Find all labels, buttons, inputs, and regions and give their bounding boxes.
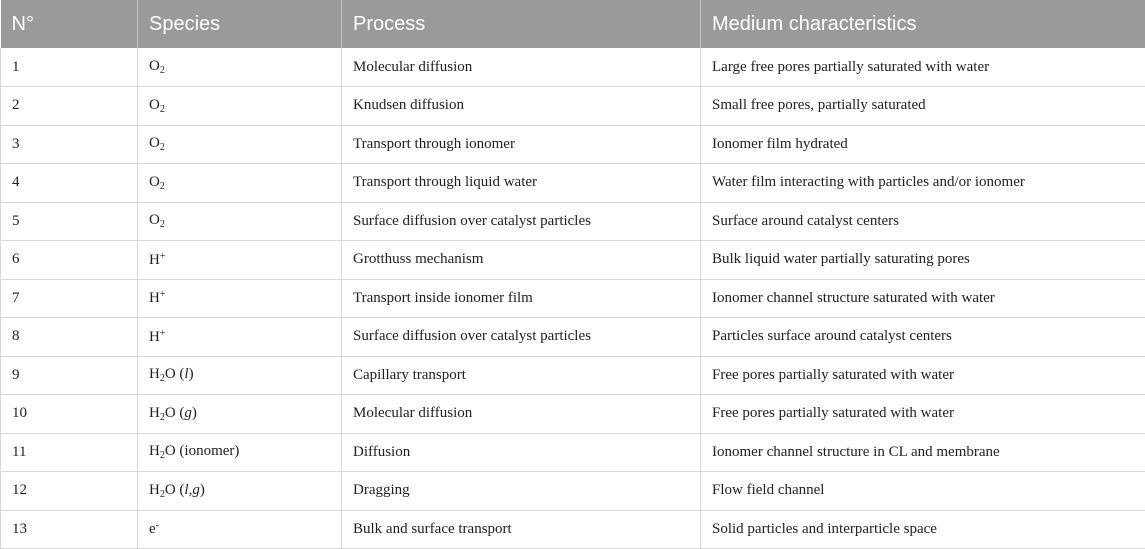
- table-row: [1, 279, 1145, 318]
- table-row: [1, 202, 1145, 241]
- cell-medium: Ionomer channel structure in CL and membrane: [701, 433, 1145, 472]
- species-part: 2: [159, 142, 165, 154]
- cell-process: Surface diffusion over catalyst particles: [342, 318, 701, 357]
- header-row: [1, 0, 1145, 48]
- cell-process: Molecular diffusion: [342, 48, 701, 87]
- cell-medium: Surface around catalyst centers: [701, 202, 1145, 241]
- cell-number: 1: [1, 48, 138, 87]
- species-part: -: [155, 520, 160, 532]
- species-part: ): [199, 481, 205, 498]
- cell-species: [138, 241, 342, 280]
- cell-species: [138, 356, 342, 395]
- cell-species: [138, 125, 342, 164]
- species-part: O: [149, 58, 160, 74]
- table-row: [1, 164, 1145, 203]
- cell-species: [138, 395, 342, 434]
- species-part: O: [149, 212, 160, 229]
- species-part: 2: [159, 219, 165, 231]
- species-part: +: [159, 327, 166, 339]
- table-row: [1, 356, 1145, 395]
- table-header: [1, 0, 1145, 48]
- species-part: H: [149, 251, 160, 268]
- species-part: 2: [159, 488, 165, 500]
- species-part: ): [188, 366, 194, 383]
- cell-process: Bulk and surface transport: [342, 510, 701, 549]
- species-part: 2: [159, 180, 165, 192]
- species-part: e: [149, 521, 156, 538]
- cell-medium: Bulk liquid water partially saturating pores: [701, 241, 1145, 280]
- cell-number: 12: [1, 472, 138, 511]
- cell-process: Diffusion: [342, 433, 701, 472]
- table-row: [1, 48, 1145, 87]
- cell-number: 3: [1, 125, 138, 164]
- cell-species: [138, 87, 342, 126]
- species-part: H: [149, 328, 160, 345]
- cell-process: Transport inside ionomer film: [342, 279, 701, 318]
- cell-medium: Solid particles and interparticle space: [701, 510, 1145, 549]
- species-part: 2: [159, 450, 165, 462]
- cell-process: Surface diffusion over catalyst particles: [342, 202, 701, 241]
- cell-species: [138, 164, 342, 203]
- cell-number: 9: [1, 356, 138, 395]
- cell-species: [138, 433, 342, 472]
- species-part: ): [191, 404, 197, 421]
- cell-process: Grotthuss mechanism: [342, 241, 701, 280]
- species-part: +: [159, 289, 166, 301]
- table-row: [1, 87, 1145, 126]
- species-part: 2: [159, 373, 165, 385]
- cell-medium: Water film interacting with particles and/or ionomer: [701, 164, 1145, 203]
- species-part: H: [149, 404, 160, 421]
- cell-species: [138, 472, 342, 511]
- species-part: O: [149, 135, 160, 152]
- species-part: O (: [164, 366, 185, 383]
- species-part: H: [149, 443, 160, 460]
- cell-number: 2: [1, 87, 138, 126]
- header-process: Process: [342, 0, 701, 48]
- cell-medium: Particles surface around catalyst centers: [701, 318, 1145, 357]
- cell-medium: Flow field channel: [701, 472, 1145, 511]
- cell-medium: Ionomer film hydrated: [701, 125, 1145, 164]
- cell-species: [138, 279, 342, 318]
- cell-medium: Free pores partially saturated with water: [701, 356, 1145, 395]
- table-body: [1, 48, 1145, 549]
- cell-medium: Small free pores, partially saturated: [701, 87, 1145, 126]
- table-row: [1, 318, 1145, 357]
- species-part: H: [149, 366, 160, 383]
- species-part: O (: [164, 481, 185, 498]
- species-part: +: [159, 250, 166, 262]
- cell-number: 7: [1, 279, 138, 318]
- cell-process: Dragging: [342, 472, 701, 511]
- species-part: O (ionomer): [164, 443, 240, 460]
- cell-number: 5: [1, 202, 138, 241]
- cell-medium: Free pores partially saturated with water: [701, 395, 1145, 434]
- species-part: O (: [164, 404, 185, 421]
- cell-medium: Ionomer channel structure saturated with water: [701, 279, 1145, 318]
- table-row: [1, 472, 1145, 511]
- cell-number: 11: [1, 433, 138, 472]
- species-part: l,g: [184, 481, 200, 498]
- cell-number: 4: [1, 164, 138, 203]
- cell-number: 13: [1, 510, 138, 549]
- species-part: H: [149, 481, 160, 498]
- cell-species: [138, 202, 342, 241]
- species-part: g: [184, 404, 192, 421]
- species-part: l: [184, 366, 189, 383]
- cell-number: 10: [1, 395, 138, 434]
- species-part: 2: [159, 411, 165, 423]
- cell-process: Capillary transport: [342, 356, 701, 395]
- header-medium: Medium characteristics: [701, 0, 1145, 48]
- species-part: O: [149, 96, 160, 113]
- cell-medium: Large free pores partially saturated with water: [701, 48, 1145, 87]
- cell-process: Transport through ionomer: [342, 125, 701, 164]
- header-number: N°: [1, 0, 138, 48]
- table-row: [1, 241, 1145, 280]
- table-row: [1, 433, 1145, 472]
- species-part: O: [149, 173, 160, 190]
- cell-species: [138, 48, 342, 87]
- species-part: 2: [159, 103, 165, 115]
- table-row: [1, 125, 1145, 164]
- cell-process: Transport through liquid water: [342, 164, 701, 203]
- cell-process: Knudsen diffusion: [342, 87, 701, 126]
- table-row: [1, 510, 1145, 549]
- cell-species: [138, 510, 342, 549]
- species-part: H: [149, 290, 160, 307]
- table-row: [1, 395, 1145, 434]
- species-part: 2: [159, 65, 165, 76]
- cell-species: [138, 318, 342, 357]
- header-species: Species: [138, 0, 342, 48]
- cell-process: Molecular diffusion: [342, 395, 701, 434]
- cell-number: 6: [1, 241, 138, 280]
- cell-number: 8: [1, 318, 138, 357]
